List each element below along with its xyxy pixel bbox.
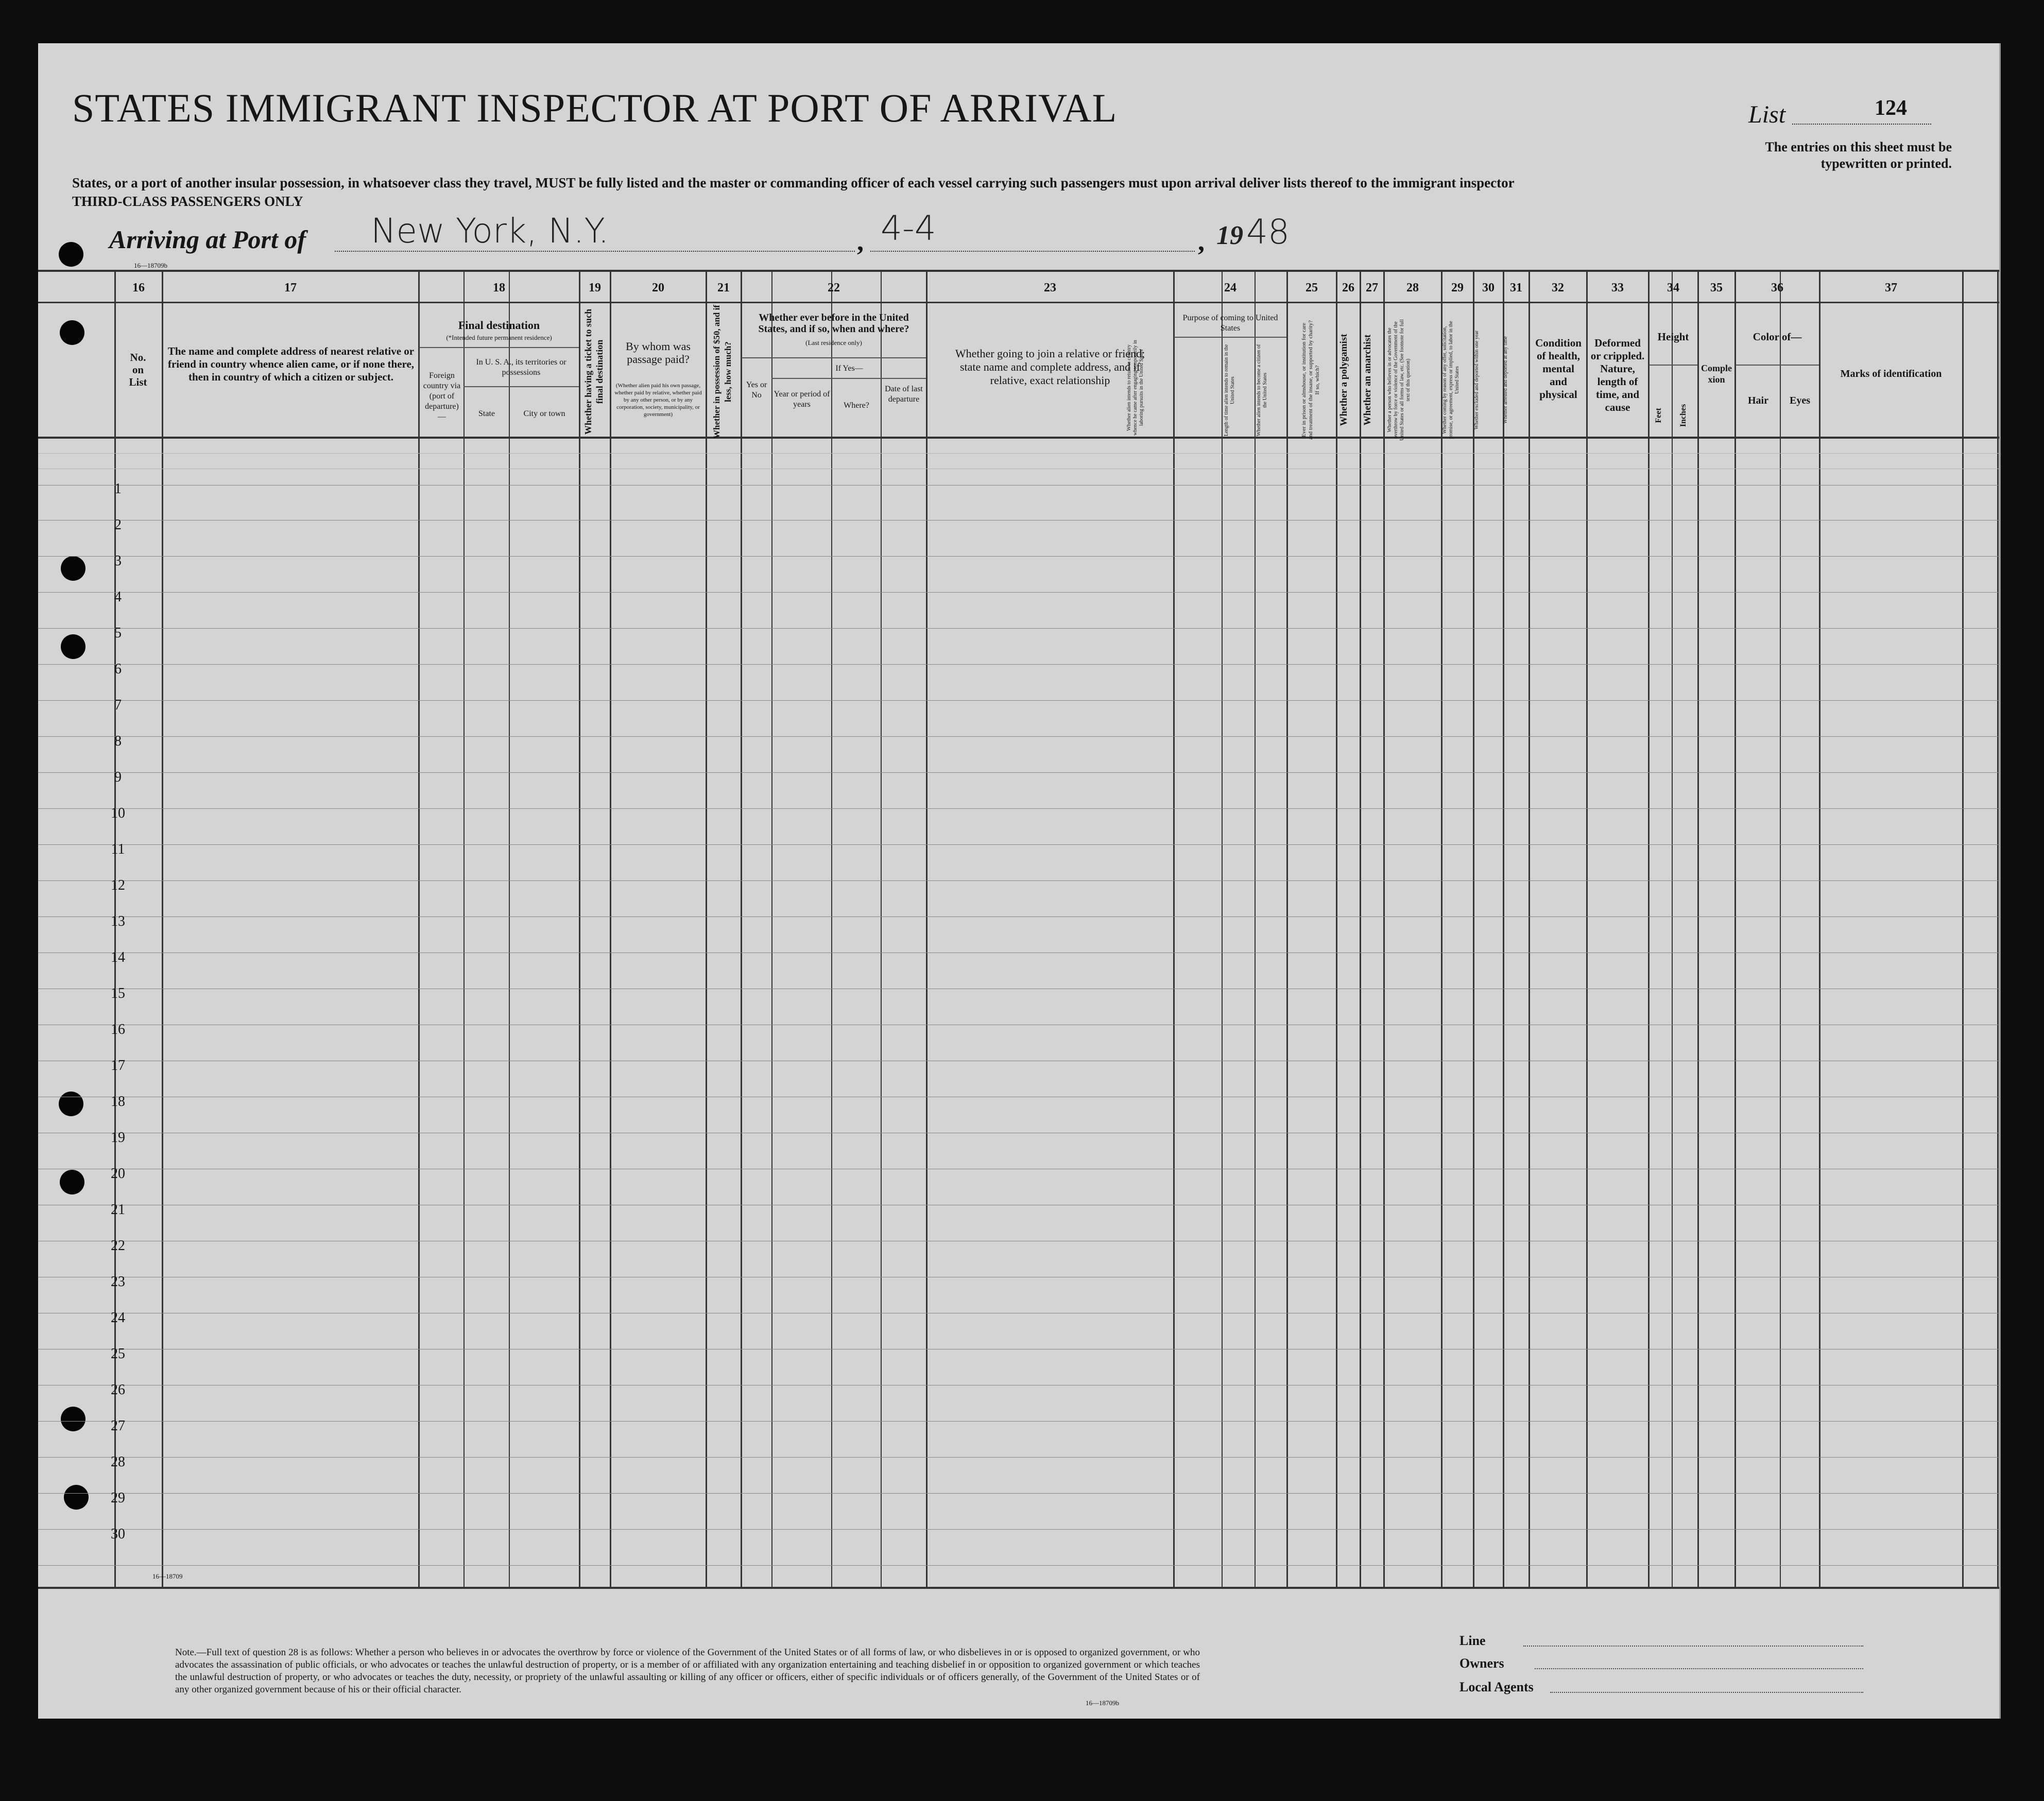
header-years: Year or period of years <box>774 390 830 409</box>
header-if-yes: If Yes— <box>835 364 863 373</box>
column-border <box>1586 270 1588 1589</box>
column-number: 26 <box>1342 281 1354 295</box>
row-number: 6 <box>114 661 122 677</box>
table-bottom-border <box>38 1587 1999 1589</box>
header-arrested: Whether arrested and deported at any time <box>1503 336 1508 424</box>
form-number-bottom: 16—18709b <box>1086 1699 1119 1707</box>
column-border <box>1648 270 1650 1589</box>
header-purpose-citizen: Whether alien intends to become a citizen of the United States <box>1256 344 1268 437</box>
row-number: 17 <box>111 1058 125 1073</box>
column-number: 32 <box>1552 281 1564 295</box>
column-border <box>831 270 832 1589</box>
column-number: 18 <box>493 281 505 295</box>
row-number: 28 <box>111 1454 125 1470</box>
row-number: 10 <box>111 805 125 821</box>
column-number: 19 <box>589 281 601 295</box>
column-number: 34 <box>1667 281 1679 295</box>
column-number: 27 <box>1366 281 1378 295</box>
header-deformed: Deformed or crippled. Nature, length of time, and cause <box>1590 337 1645 413</box>
column-border <box>1997 270 1999 1589</box>
comma: , <box>857 227 864 256</box>
header-marks: Marks of identification <box>1840 368 1942 379</box>
list-fill-line <box>1792 124 1931 125</box>
row-number: 13 <box>111 913 125 929</box>
row-number: 30 <box>111 1526 125 1542</box>
row-number: 1 <box>114 481 122 497</box>
binder-hole <box>59 242 83 267</box>
column-border <box>1697 270 1699 1589</box>
list-label: List <box>1748 101 1786 128</box>
header-polygamist: Whether a polygamist <box>1338 334 1349 426</box>
line-label: Line <box>1459 1633 1486 1648</box>
header-height: Height <box>1657 331 1689 343</box>
row-rule <box>38 916 1999 917</box>
header-bottom-border <box>38 437 1999 439</box>
column-border <box>1734 270 1736 1589</box>
header-purpose-return: Whether alien intends to return to country whence he came after engaging temporarily in laboring pursuits in the United States <box>1126 340 1144 436</box>
form-number-top: 16—18709b <box>134 262 167 269</box>
column-number: 22 <box>828 281 840 295</box>
header-final-destination: Final destination <box>458 319 540 332</box>
row-number: 20 <box>111 1166 125 1182</box>
row-rule <box>38 453 1999 454</box>
year-handwritten: 48 <box>1246 212 1290 252</box>
date-handwritten: 4-4 <box>881 209 936 248</box>
owners-fill-line <box>1535 1668 1863 1669</box>
column-border <box>926 270 927 1589</box>
column-number: 33 <box>1611 281 1624 295</box>
row-number: 15 <box>111 985 125 1001</box>
header-where: Where? <box>844 401 869 410</box>
row-rule <box>38 520 1999 521</box>
subheader-line <box>419 347 579 348</box>
row-number: 29 <box>111 1490 125 1506</box>
row-number: 21 <box>111 1202 125 1218</box>
port-handwritten: New York, N.Y. <box>371 211 609 251</box>
row-rule <box>38 664 1999 665</box>
column-border <box>1672 270 1673 1589</box>
list-number: 124 <box>1875 96 1907 120</box>
column-border <box>1962 270 1964 1589</box>
header-complexion: Complexion <box>1701 363 1732 385</box>
column-border <box>509 270 510 1589</box>
row-rule <box>38 880 1999 881</box>
header-no-on-list: No. on List <box>129 351 147 388</box>
row-number: 19 <box>111 1130 125 1146</box>
row-rule <box>38 1493 1999 1494</box>
header-date-departure: Date of last departure <box>885 385 923 404</box>
entries-note: The entries on this sheet must be typewritten or printed. <box>1765 140 1952 171</box>
column-number: 24 <box>1224 281 1236 295</box>
row-rule <box>38 1457 1999 1458</box>
column-border <box>1360 270 1361 1589</box>
column-border <box>1173 270 1175 1589</box>
column-number: 29 <box>1451 281 1464 295</box>
class-label: THIRD-CLASS PASSENGERS ONLY <box>72 194 303 209</box>
header-hair: Hair <box>1748 395 1768 406</box>
column-border <box>1255 270 1256 1589</box>
row-rule <box>38 844 1999 845</box>
column-border <box>881 270 882 1589</box>
column-border <box>1383 270 1385 1589</box>
header-prison: Ever in prison or almshouse, or institution for care and treatment of the insane, or supported by charity? If so, which? <box>1301 320 1320 440</box>
column-number: 30 <box>1482 281 1495 295</box>
header-health: Condition of health, mental and physical <box>1535 337 1582 401</box>
row-rule <box>38 808 1999 809</box>
owners-label: Owners <box>1459 1656 1504 1671</box>
header-excluded: Whether excluded and deported within one year <box>1474 330 1480 430</box>
row-number: 24 <box>111 1310 125 1326</box>
column-border <box>1336 270 1337 1589</box>
header-ever-before-sub: (Last residence only) <box>805 339 862 347</box>
column-border <box>579 270 580 1589</box>
header-yes-or-no: Yes or No <box>746 380 767 400</box>
column-border <box>1780 270 1781 1589</box>
column-number: 17 <box>284 281 297 295</box>
column-border <box>1286 270 1288 1589</box>
instruction-line: States, or a port of another insular possession, in whatsoever class they travel, MUST be fully listed and the master or commanding officer of each vessel carrying such passengers must upon arrival deliver lists thereof to the immigrant inspector <box>72 175 1515 191</box>
column-border <box>162 270 163 1589</box>
column-border <box>418 270 420 1589</box>
header-city: City or town <box>523 409 565 418</box>
header-purpose: Purpose of coming to United States <box>1182 314 1278 333</box>
header-anarchist: Whether an anarchist <box>1362 334 1373 426</box>
column-number: 36 <box>1771 281 1783 295</box>
row-number: 22 <box>111 1238 125 1254</box>
row-number: 14 <box>111 949 125 965</box>
row-rule <box>38 1529 1999 1530</box>
column-number: 28 <box>1406 281 1419 295</box>
column-number: 21 <box>717 281 730 295</box>
column-border <box>610 270 611 1589</box>
row-rule <box>38 736 1999 737</box>
header-color-of: Color of— <box>1753 331 1802 343</box>
line-fill-line <box>1523 1646 1863 1647</box>
row-rule <box>38 628 1999 629</box>
column-border <box>1819 270 1820 1589</box>
header-overthrow: Whether a person who believes in or advocates the overthrow by force or violence of the Government of the United States or all forms of law, etc. (See footnote for full text of this question) <box>1387 319 1411 441</box>
column-number: 23 <box>1044 281 1056 295</box>
footnote: Note.—Full text of question 28 is as follows: Whether a person who believes in or advocates the overthrow by force or violence of the Government of the United States or of all forms of law, or who disbelieves in or is opposed to organized government, or who advocates the assassination of public officials, or who advocates or teaches the unlawful destruction of property, or is a member of or affiliated with any organization entertaining and teaching disbelief in or opposition to organized government or which teaches the unlawful destruction of property, or who advocates or teaches the duty, necessity, or propriety of the unlawful assaulting or killing of any officer or officers, either of specific individuals or of officers generally, of the Government of the United States or of any other organized government because of his or their official character. <box>175 1647 1200 1695</box>
date-fill-line <box>870 251 1195 252</box>
header-state: State <box>478 409 495 418</box>
header-purpose-length: Length of time alien intends to remain in the United States <box>1224 344 1235 437</box>
column-border <box>706 270 707 1589</box>
header-nearest-relative: The name and complete address of nearest relative or friend in country whence alien came, or if none there, then in country of which a citizen or subject. <box>167 345 415 383</box>
row-rule <box>38 485 1999 486</box>
row-rule <box>38 1385 1999 1386</box>
row-rule <box>38 592 1999 593</box>
column-number: 16 <box>132 281 145 295</box>
header-offer-labor: Whether coming by reason of any offer, solicitation, promise, or agreement, express or implied, to labor in the United States <box>1442 321 1460 439</box>
row-number: 11 <box>111 841 125 857</box>
port-fill-line <box>335 251 855 252</box>
header-usa: In U. S. A., its territories or possessions <box>476 358 566 377</box>
year-prefix: 19 <box>1216 221 1243 250</box>
row-rule <box>38 1421 1999 1422</box>
subheader-line <box>1736 365 1819 366</box>
header-foreign-country: Foreign country via (port of departure)— <box>423 371 461 421</box>
header-final-destination-sub: (*Intended future permanent residence) <box>446 334 552 341</box>
subheader-line <box>771 378 926 379</box>
row-rule <box>38 700 1999 701</box>
row-number: 4 <box>114 589 122 605</box>
row-number: 16 <box>111 1021 125 1037</box>
form-number-table: 16—18709 <box>152 1572 183 1580</box>
column-border <box>463 270 465 1589</box>
row-rule <box>38 1565 1999 1566</box>
agents-fill-line <box>1550 1692 1863 1693</box>
row-rule <box>38 772 1999 773</box>
column-border <box>1503 270 1504 1589</box>
column-border <box>1222 270 1223 1589</box>
page-title: STATES IMMIGRANT INSPECTOR AT PORT OF ARRIVAL <box>72 85 1118 130</box>
row-number: 9 <box>114 769 122 785</box>
column-border <box>1441 270 1442 1589</box>
manifest-table <box>38 270 1999 1589</box>
row-number: 12 <box>111 877 125 893</box>
header-feet: Feet <box>1654 408 1663 423</box>
header-inches: Inches <box>1679 404 1688 427</box>
column-border <box>1473 270 1474 1589</box>
header-passage-paid: By whom was passage paid? <box>626 340 691 366</box>
table-top-border <box>38 270 1999 272</box>
subheader-line <box>463 386 579 387</box>
column-number: 31 <box>1510 281 1522 295</box>
row-number: 3 <box>114 553 122 569</box>
local-agents-label: Local Agents <box>1459 1679 1534 1694</box>
header-eyes: Eyes <box>1790 395 1810 406</box>
row-rule <box>38 556 1999 557</box>
column-number: 37 <box>1885 281 1897 295</box>
column-number: 25 <box>1306 281 1318 295</box>
header-join-relative: Whether going to join a relative or friend; state name and complete address, and if relative, exact relationship <box>955 347 1145 387</box>
subheader-line <box>1174 337 1286 338</box>
header-ticket: Whether having a ticket to such final destination <box>583 308 605 435</box>
header-fifty-dollars: Whether in possession of $50, and if less, how much? <box>712 305 733 439</box>
column-border <box>741 270 742 1589</box>
subheader-line <box>1649 365 1697 366</box>
column-border <box>1528 270 1530 1589</box>
comma: , <box>1198 227 1205 256</box>
row-number: 23 <box>111 1274 125 1290</box>
row-number: 2 <box>114 517 122 533</box>
row-number: 8 <box>114 733 122 749</box>
row-number: 26 <box>111 1382 125 1398</box>
subheader-line <box>742 357 926 358</box>
column-number: 20 <box>652 281 664 295</box>
column-number: 35 <box>1710 281 1723 295</box>
row-number: 5 <box>114 625 122 641</box>
column-border <box>771 270 772 1589</box>
header-passage-paid-sub: (Whether alien paid his own passage, whether paid by relative, whether paid by any other person, or by any corporation, society, municipality, or government) <box>614 383 702 418</box>
header-ever-before: Whether ever before in the United States, and if so, when and where? <box>758 312 909 335</box>
arriving-label: Arriving at Port of <box>109 225 306 254</box>
row-number: 7 <box>114 697 122 713</box>
row-number: 25 <box>111 1346 125 1362</box>
row-number: 18 <box>111 1094 125 1110</box>
row-number: 27 <box>111 1418 125 1434</box>
column-number-divider <box>38 302 1999 303</box>
